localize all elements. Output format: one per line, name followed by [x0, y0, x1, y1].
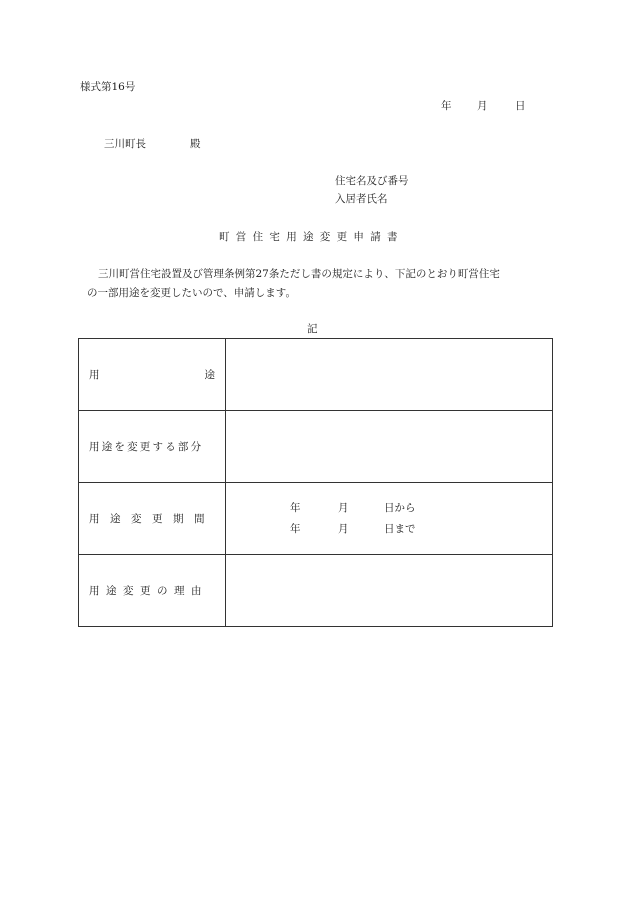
table-row [79, 411, 553, 483]
body-line-2: の一部用途を変更したいので、申請します。 [87, 287, 296, 299]
usage-value-cell[interactable] [226, 339, 553, 411]
reason-label: 用途変更の理由 [89, 585, 208, 597]
period-end-year: 年 [290, 522, 301, 535]
table-row [79, 339, 553, 411]
period-end-day: 日まで [384, 522, 416, 535]
reason-value-cell[interactable] [226, 555, 553, 627]
period-start-month: 月 [338, 501, 349, 514]
period-label: 用途変更期間 [89, 513, 215, 525]
change-part-value-cell[interactable] [226, 411, 553, 483]
change-part-label: 用途を変更する部分 [89, 441, 204, 453]
addressee [104, 139, 201, 150]
usage-label-cell [79, 339, 226, 411]
form-number: 様式第16号 [80, 81, 136, 93]
date-month: 月 [477, 100, 488, 112]
addressee-name: 三川町長 [104, 138, 146, 150]
period-start-day: 日から [384, 501, 416, 514]
usage-label [79, 367, 225, 382]
table-row [79, 483, 553, 555]
date-year: 年 [441, 100, 452, 112]
body-line-1: 三川町営住宅設置及び管理条例第27条ただし書の規定により、下記のとおり町営住宅 [98, 268, 500, 280]
period-end-month: 月 [338, 522, 349, 535]
period-start-year: 年 [290, 501, 301, 514]
applicant-block [335, 176, 409, 212]
ki-label: 記 [307, 323, 318, 335]
date-row [441, 101, 526, 112]
usage-label-part2: 途 [204, 369, 215, 381]
reason-label-cell [79, 555, 226, 627]
date-day: 日 [515, 100, 526, 112]
usage-label-part1: 用 [89, 369, 100, 381]
addressee-honorific: 殿 [190, 138, 201, 150]
detail-table [78, 338, 553, 627]
period-value-cell[interactable] [226, 483, 553, 555]
body-text [80, 265, 560, 303]
resident-name-label: 入居者氏名 [335, 193, 388, 205]
change-part-label-cell [79, 411, 226, 483]
table-row [79, 555, 553, 627]
period-start [226, 498, 552, 519]
document-title: 町営住宅用途変更申請書 [219, 231, 404, 243]
period-end [226, 519, 552, 540]
period-label-cell [79, 483, 226, 555]
housing-name-label: 住宅名及び番号 [335, 175, 409, 187]
